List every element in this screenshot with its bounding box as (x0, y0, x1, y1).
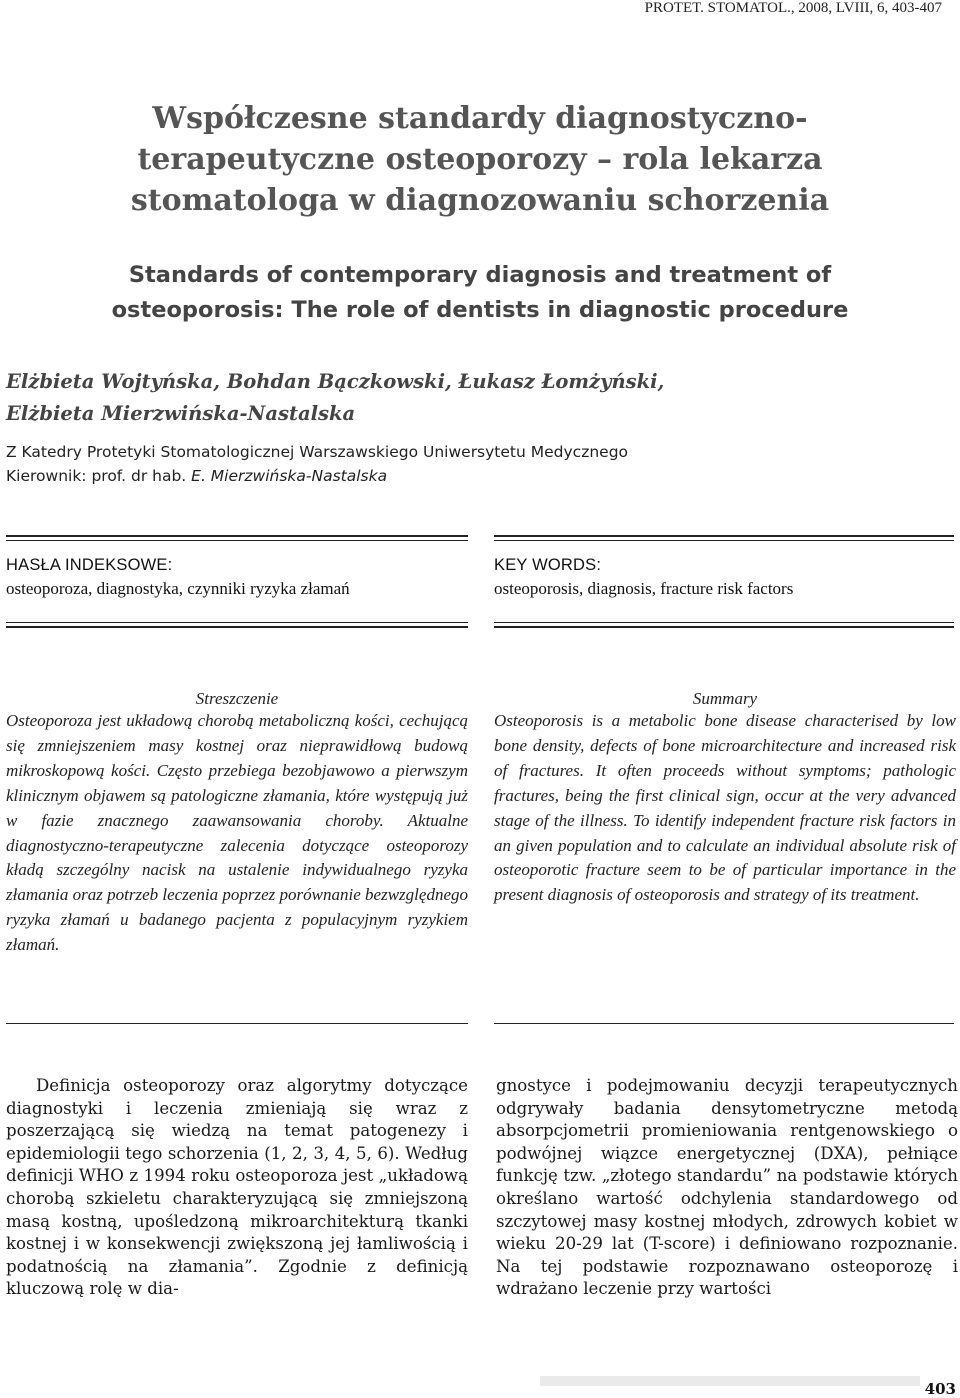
footer-bar (540, 1376, 920, 1386)
department-head (6, 464, 936, 488)
authors-line-2: Elżbieta Mierzwińska-Nastalska (6, 402, 356, 425)
abstract-english-bottom-rule (494, 1023, 954, 1024)
keywords-en-top-rule (494, 535, 954, 537)
affiliation (6, 440, 936, 488)
abstract-polish-bottom-rule (6, 1023, 468, 1024)
keywords-en-bottom-rule-thin (494, 622, 954, 623)
keywords-english (494, 556, 954, 599)
article-title-polish: Współczesne standardy diagnostyczno-terapeutyczne osteoporozy – rola lekarza stomatologa w diagnozowaniu schorzenia (130, 101, 830, 218)
article-title-english: Standards of contemporary diagnosis and treatment of osteoporosis: The role of dentists in diagnostic procedure (111, 262, 849, 323)
body-paragraph-right: gnostyce i podejmowaniu decyzji terapeutycznych odgrywały badania densytometryczne metodą absorpcjometrii promieniowania rentgenowskiego o podwójnej wiązce energetycznej (DXA), pełniące funkcję tzw. „złotego standardu” na podstawie których określano wartość odchylenia standardowego od szczytowej masy kostnej młodych, zdrowych kobiet w wieku 20-29 lat (T-score) i definiowano rozpoznanie. Na tej podstawie rozpoznawano osteoporozę i wdrażano leczenie przy wartości (496, 1076, 958, 1299)
body-column-left (6, 1075, 468, 1301)
page-number: 403 (924, 1380, 956, 1398)
keywords-en-top-rule-thin (494, 540, 954, 541)
abstract-polish (6, 689, 468, 958)
keywords-english-text: osteoporosis, diagnosis, fracture risk factors (494, 579, 794, 598)
keywords-pl-bottom-rule-thin (6, 622, 468, 623)
keywords-polish (6, 556, 468, 599)
keywords-polish-heading: HASŁA INDEKSOWE: (6, 556, 173, 574)
body-column-right (496, 1075, 958, 1301)
keywords-english-heading: KEY WORDS: (494, 556, 602, 574)
keywords-pl-top-rule-thin (6, 540, 468, 541)
abstract-english-text: Osteoporosis is a metabolic bone disease characterised by low bone density, defects of bone microarchitecture and increased risk of fractures. It often proceeds without symptoms; pathologic fractures, being the first clinical sign, occur at the very advanced stage of the illness. To identify independent fracture risk factors in an given population and to calculate an individual absolute risk of osteoporotic fracture seem to be of particular importance in the present diagnosis of osteoporosis and strategy of its treatment. (494, 711, 956, 905)
abstract-english-heading: Summary (692, 689, 758, 708)
keywords-pl-top-rule (6, 535, 468, 537)
keywords-pl-bottom-rule (6, 626, 468, 628)
journal-reference: PROTET. STOMATOL., 2008, LVIII, 6, 403-407 (644, 0, 942, 16)
department-head-name: E. Mierzwińska-Nastalska (191, 467, 388, 485)
abstract-polish-text: Osteoporoza jest układową chorobą metaboliczną kości, cechującą się zmniejszeniem masy kostnej oraz nieprawidłową budową mikroskopową kości. Często przebiega bezobjawowo a pierwszym klinicznym objawem są patologiczne złamania, które występują już w fazie znacznego zaawansowania choroby. Aktualne diagnostyczno-terapeutyczne zalecenia dotyczące osteoporozy kładą szczególny nacisk na ustalenie indywidualnego ryzyka złamania oraz potrzeb leczenia poprzez porównanie bezwzględnego ryzyka złamań u badanego pacjenta z populacyjnym ryzykiem złamań. (6, 711, 468, 955)
body-paragraph-left: Definicja osteoporozy oraz algorytmy dotyczące diagnostyki i leczenia zmieniają się wraz z poszerzającą się wiedzą na temat patogenezy i epidemiologii tego schorzenia (1, 2, 3, 4, 5, 6). Według definicji WHO z 1994 roku osteoporoza jest „układową chorobą szkieletu charakteryzującą się zmniejszoną masą kostną, upośledzoną mikroarchitekturą tkanki kostnej i w konsekwencji zwiększoną jej łamliwością i podatnością na złamania”. Zgodnie z definicją kluczową rolę w dia- (6, 1076, 468, 1299)
keywords-polish-text: osteoporoza, diagnostyka, czynniki ryzyka złamań (6, 579, 350, 598)
abstract-polish-heading: Streszczenie (195, 689, 279, 708)
department: Z Katedry Protetyki Stomatologicznej Warszawskiego Uniwersytetu Medycznego (6, 443, 629, 461)
department-head-prefix: Kierownik: prof. dr hab. (6, 467, 192, 485)
keywords-en-bottom-rule (494, 626, 954, 628)
abstract-english (494, 689, 956, 908)
authors-line-1: Elżbieta Wojtyńska, Bohdan Bączkowski, Łukasz Łomżyński, (6, 370, 665, 393)
authors (6, 366, 936, 430)
